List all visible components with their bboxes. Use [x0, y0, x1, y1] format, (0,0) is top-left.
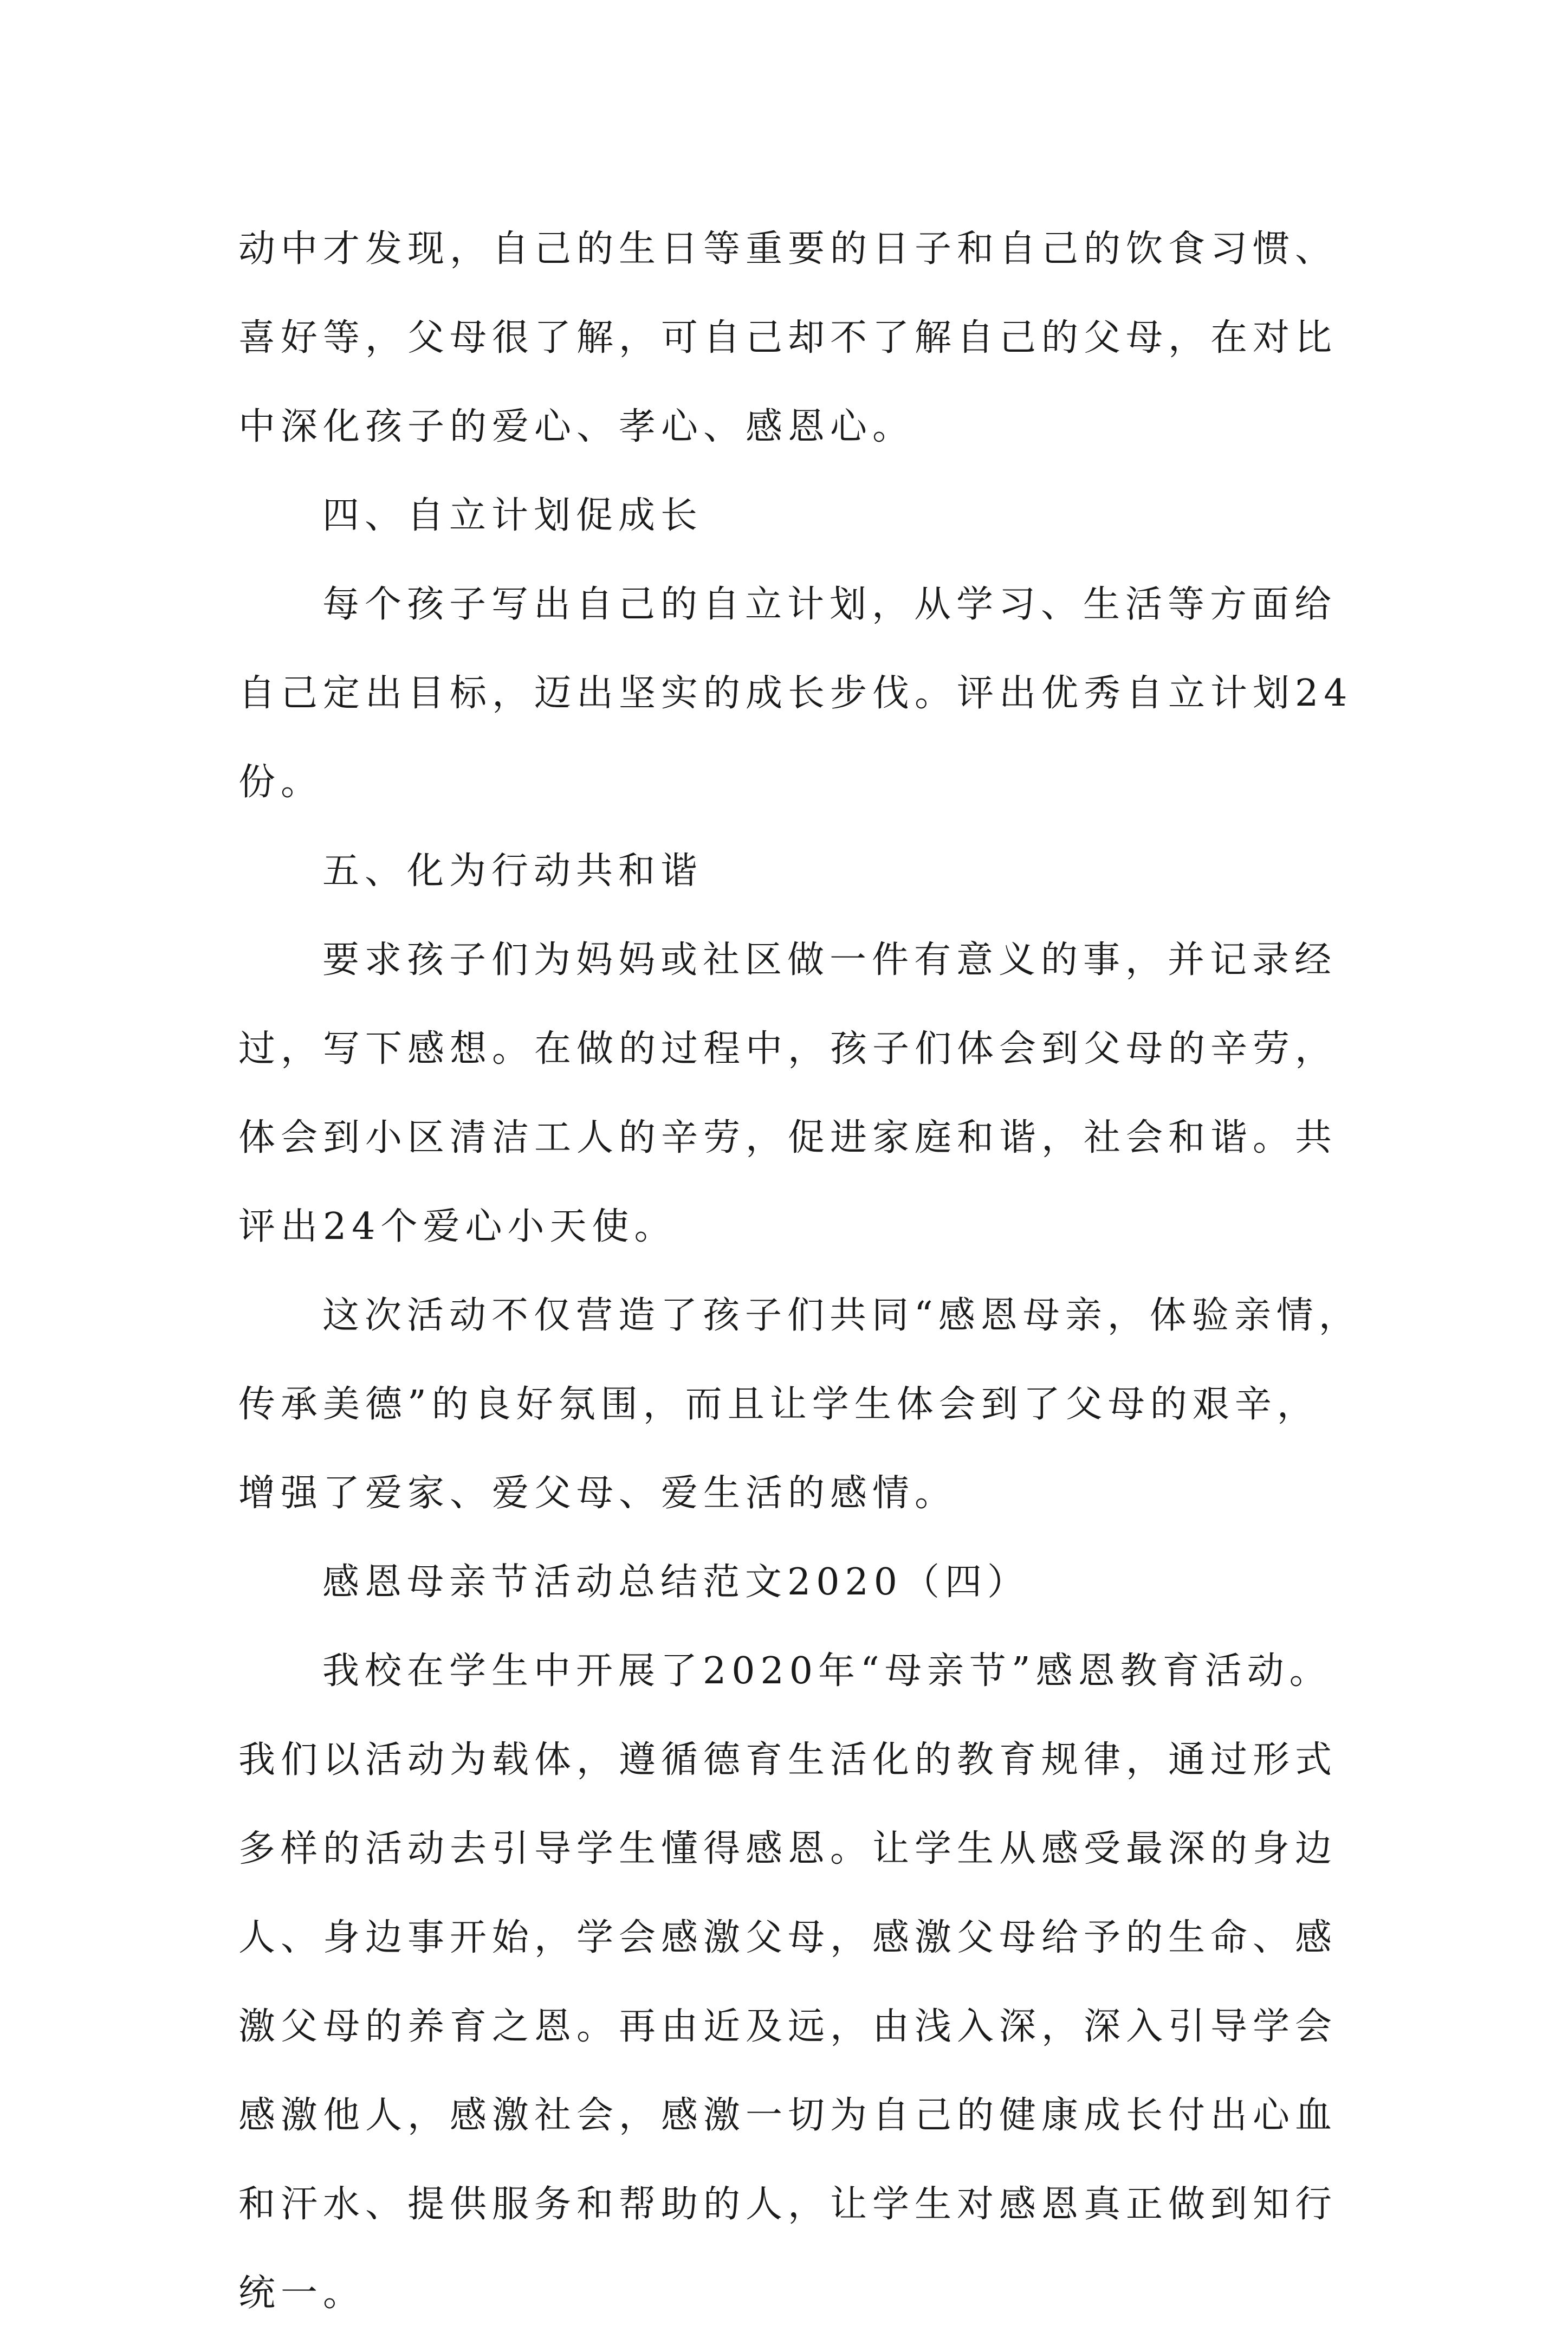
text-line: 喜好等，父母很了解，可自己却不了解自己的父母，在对比	[238, 317, 1338, 359]
text-line: 中深化孩子的爱心、孝心、感恩心。	[238, 405, 915, 448]
text-line: 激父母的养育之恩。再由近及远，由浅入深，深入引导学会	[238, 2005, 1338, 2048]
heading-line: 感恩母亲节活动总结范文2020（四）	[322, 1561, 1030, 1604]
text-line: 份。	[238, 761, 323, 804]
text-line: 多样的活动去引导学生懂得感恩。让学生从感受最深的身边	[238, 1827, 1338, 1870]
text-line: 要求孩子们为妈妈或社区做一件有意义的事，并记录经	[322, 939, 1337, 981]
paragraph-self-reliance-plan	[238, 560, 1353, 827]
text-line: 动中才发现，自己的生日等重要的日子和自己的饮食习惯、	[238, 228, 1338, 270]
text-line: 过，写下感想。在做的过程中，孩子们体会到父母的辛劳，	[238, 1028, 1338, 1070]
text-line: 自己定出目标，迈出坚实的成长步伐。评出优秀自立计划24	[238, 672, 1353, 715]
text-line: 我校在学生中开展了2020年“母亲节”感恩教育活动。	[322, 1650, 1332, 1693]
paragraph-continuation	[238, 205, 1349, 472]
paragraph-gratitude-education	[238, 1627, 1349, 2338]
section-heading-four	[238, 472, 1349, 560]
text-line: 我们以活动为载体，遵循德育生活化的教育规律，通过形式	[238, 1739, 1338, 1781]
text-line: 感激他人，感激社会，感激一切为自己的健康成长付出心血	[238, 2094, 1338, 2137]
text-line: 和汗水、提供服务和帮助的人，让学生对感恩真正做到知行	[238, 2183, 1338, 2226]
text-line: 增强了爱家、爱父母、爱生活的感情。	[238, 1472, 957, 1515]
text-line: 统一。	[238, 2272, 366, 2315]
text-line: 传承美德”的良好氛围，而且让学生体会到了父母的艰辛，	[238, 1383, 1319, 1426]
text-line: 这次活动不仅营造了孩子们共同“感恩母亲，体验亲情，	[322, 1294, 1361, 1337]
heading-line: 五、化为行动共和谐	[322, 850, 703, 893]
paragraph-summary	[238, 1271, 1361, 1538]
section-heading-five	[238, 827, 1349, 916]
text-line: 体会到小区清洁工人的辛劳，促进家庭和谐，社会和谐。共	[238, 1116, 1338, 1159]
heading-line: 四、自立计划促成长	[322, 494, 703, 537]
text-line: 人、身边事开始，学会感激父母，感激父母给予的生命、感	[238, 1916, 1338, 1959]
text-line: 评出24个爱心小天使。	[238, 1205, 677, 1248]
text-line: 每个孩子写出自己的自立计划，从学习、生活等方面给	[322, 583, 1337, 626]
document-body	[238, 205, 1361, 2338]
paragraph-action-harmony	[238, 916, 1349, 1271]
article-title-four	[238, 1538, 1349, 1627]
